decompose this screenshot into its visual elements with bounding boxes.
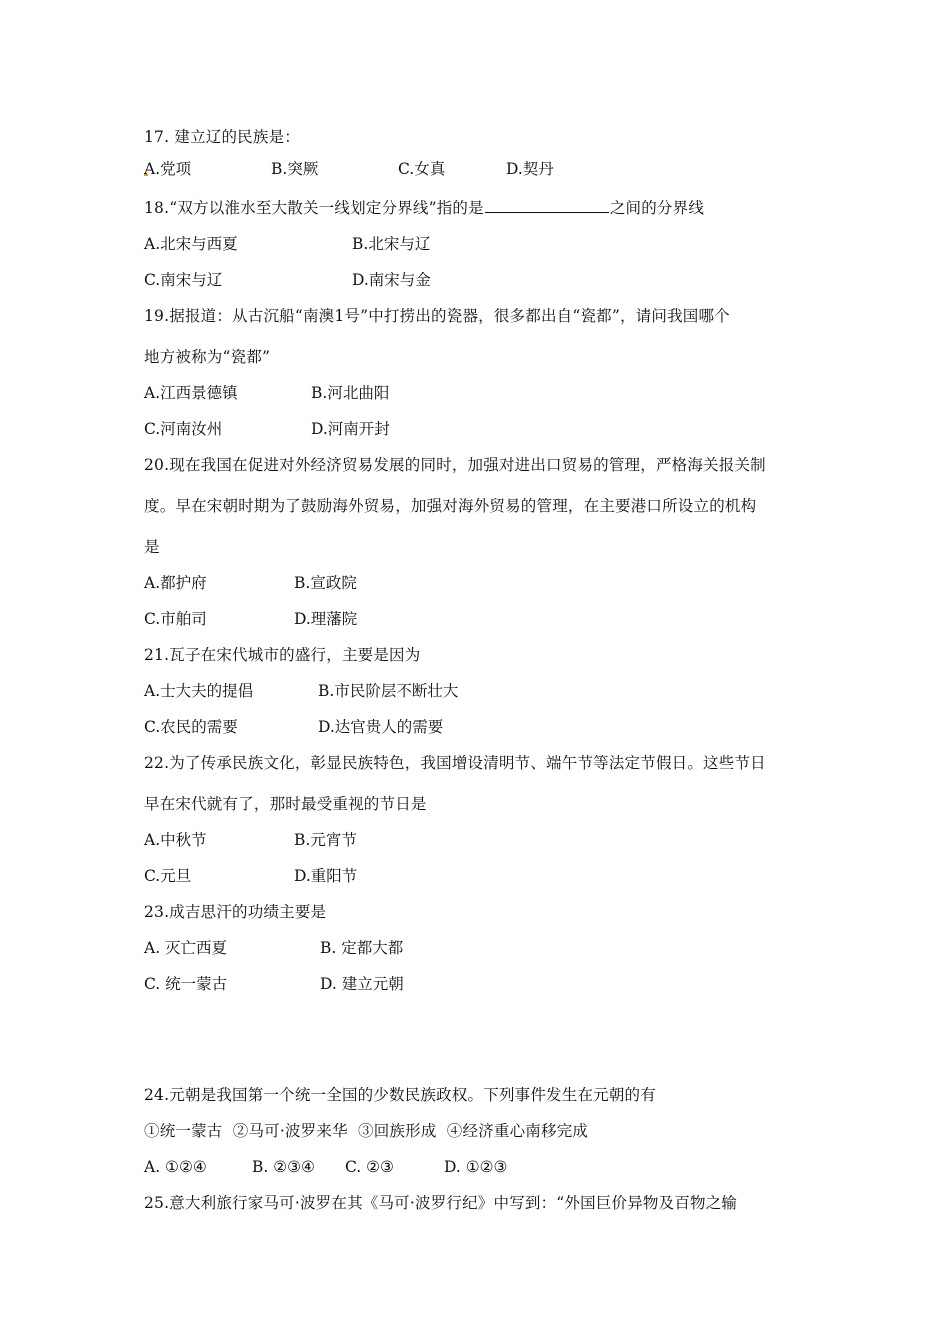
q19-option-c: C.河南汝州 [144,420,223,438]
question-21-stem: 21.瓦子在宋代城市的盛行，主要是因为 [144,646,421,664]
q18-option-a: A.北宋与西夏 [144,235,238,253]
question-22-stem-line2: 早在宋代就有了，那时最受重视的节日是 [144,795,427,813]
q21-option-a: A.士大夫的提倡 [144,682,254,700]
question-18-stem [144,198,704,218]
q23-option-d: D. 建立元朝 [320,975,404,993]
q24-option-d: D. ①②③ [444,1158,508,1176]
q20-option-b: B.宣政院 [294,574,357,592]
q19-option-d: D.河南开封 [311,420,390,438]
question-25-stem: 25.意大利旅行家马可·波罗在其《马可·波罗行纪》中写到：“外国巨价异物及百物之输 [144,1194,738,1212]
q18-stem-before: 18.“双方以淮水至大散关一线划定分界线”指的是 [144,199,484,217]
q23-option-a: A. 灭亡西夏 [144,939,228,957]
q24-option-a: A. ①②④ [144,1158,207,1176]
q19-option-b: B.河北曲阳 [311,384,390,402]
q17-option-d: D.契丹 [506,160,554,178]
question-24-stem: 24.元朝是我国第一个统一全国的少数民族政权。下列事件发生在元朝的有 [144,1086,656,1104]
q23-option-b: B. 定都大都 [320,939,404,957]
q24-option-b: B. ②③④ [252,1158,315,1176]
q22-option-c: C.元旦 [144,867,192,885]
q21-option-b: B.市民阶层不断壮大 [318,682,459,700]
q22-option-a: A.中秋节 [144,831,207,849]
question-19-stem-line1: 19.据报道：从古沉船“南澳1号”中打捞出的瓷器，很多都出自“瓷都”，请问我国哪个 [144,307,730,325]
q18-option-d: D.南宋与金 [352,271,431,289]
question-19-stem-line2: 地方被称为“瓷都” [144,348,271,366]
q17-option-a: A.党项 [144,160,192,178]
question-20-stem-line2: 度。早在宋朝时期为了鼓励海外贸易，加强对海外贸易的管理，在主要港口所设立的机构 [144,497,757,515]
q22-option-b: B.元宵节 [294,831,357,849]
q20-option-d: D.理藩院 [294,610,358,628]
q19-option-a: A.江西景德镇 [144,384,238,402]
q20-option-a: A.都护府 [144,574,207,592]
question-20-stem-line1: 20.现在我国在促进对外经济贸易发展的同时，加强对进出口贸易的管理，严格海关报关制 [144,456,766,474]
q18-answer-blank [485,198,609,213]
question-20-stem-line3: 是 [144,538,160,556]
q22-option-d: D.重阳节 [294,867,358,885]
q18-option-c: C.南宋与辽 [144,271,223,289]
question-17-stem: 17. 建立辽的民族是： [144,128,300,146]
q24-option-c: C. ②③ [345,1158,394,1176]
q18-stem-after: 之间的分界线 [609,199,705,217]
q18-option-b: B.北宋与辽 [352,235,431,253]
q23-option-c: C. 统一蒙古 [144,975,228,993]
q21-option-c: C.农民的需要 [144,718,238,736]
q21-option-d: D.达官贵人的需要 [318,718,444,736]
q17-option-c: C.女真 [398,160,446,178]
question-23-stem: 23.成吉思汗的功绩主要是 [144,903,327,921]
q20-option-c: C.市舶司 [144,610,207,628]
question-22-stem-line1: 22.为了传承民族文化，彰显民族特色，我国增设清明节、端午节等法定节假日。这些节日 [144,754,766,772]
q17-option-b: B.突厥 [271,160,319,178]
question-24-items: ①统一蒙古 ②马可·波罗来华 ③回族形成 ④经济重心南移完成 [144,1122,589,1140]
